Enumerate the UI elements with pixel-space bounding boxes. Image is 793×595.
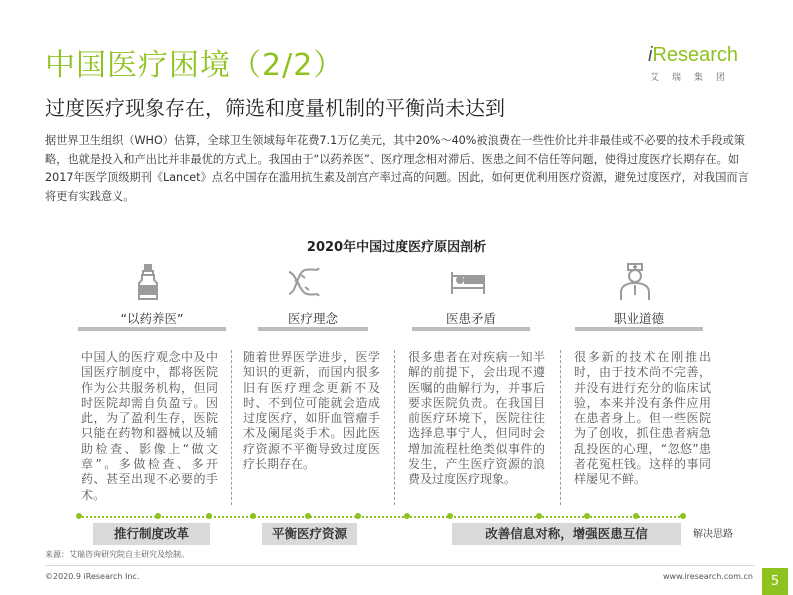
website-link[interactable]: www.iresearch.com.cn bbox=[663, 572, 753, 581]
figure-title: 2020年中国过度医疗原因剖析 bbox=[306, 240, 487, 255]
column-text-1: 中国人的医疗观念中及中国医疗制度中，都将医院作为公共服务机构，但同时医院却需自负盈亏。因此，为了盈利生存，医院只能在药物和器械以及辅助检查、影像上“做文章”。多做检查、多开药、甚至出现不必要的手术。 bbox=[81, 350, 218, 502]
footer-divider bbox=[45, 565, 755, 566]
solution-box-2: 平衡医疗资源 bbox=[262, 523, 357, 545]
category-line-2 bbox=[258, 327, 368, 331]
column-separator-1 bbox=[231, 350, 232, 505]
logo-subtitle: 艾瑞集团 bbox=[650, 73, 739, 83]
category-line-1 bbox=[78, 327, 226, 331]
solutions-label: 解决思路 bbox=[693, 529, 733, 540]
category-label-1: “以药养医” bbox=[120, 311, 184, 326]
timeline-dot bbox=[155, 513, 161, 519]
category-label-3: 医患矛盾 bbox=[445, 311, 496, 326]
column-text-4: 很多新的技术在刚推出时，由于技术尚不完善，并没有进行充分的临床试验，本来并没有条件应用在患者身上。但一些医院为了创收，抓住患者病急乱投医的心理，“忽悠”患者花冤枉钱。这样的事同样屡见不鲜。 bbox=[574, 350, 711, 487]
timeline-dot bbox=[250, 513, 256, 519]
intro-paragraph: 据世界卫生组织（WHO）估算，全球卫生领域每年花费7.1万亿美元，其中20%～40%被浪费在一些性价比并非最佳或不必要的技术手段或策略，也就是投入和产出比并非最优的方式上。我国由于“以药养医”、医疗理念相对滞后、医患之间不信任等问题，使得过度医疗长期存在。如2017年医学顶级期刊《Lancet》点名中国存在滥用抗生素及剖宫产率过高的问题。因此，如何更优利用医疗资源，避免过度医疗，对我国而言将更有实践意义。 bbox=[45, 134, 749, 203]
timeline-dot bbox=[404, 513, 410, 519]
logo-i: i bbox=[648, 44, 653, 66]
page-title: 中国医疗困境（2/2） bbox=[45, 48, 345, 83]
timeline-dot bbox=[536, 513, 542, 519]
page-subtitle: 过度医疗现象存在，筛选和度量机制的平衡尚未达到 bbox=[45, 96, 505, 120]
timeline-dot bbox=[206, 513, 212, 519]
page-number: 5 bbox=[762, 568, 788, 595]
logo-wordmark bbox=[648, 44, 748, 67]
column-text-2: 随着世界医学进步，医学知识的更新，而国内很多旧有医疗理念更新不及时、不到位可能就会造成过度医疗，如肝血管瘤手术及阑尾炎手术。因此医疗资源不平衡导致过度医疗长期存在。 bbox=[243, 350, 380, 472]
timeline-dot bbox=[355, 513, 361, 519]
logo-research: Research bbox=[652, 44, 739, 66]
category-line-3 bbox=[412, 327, 530, 331]
column-separator-2 bbox=[394, 350, 395, 505]
solution-timeline bbox=[78, 516, 684, 518]
timeline-dot bbox=[680, 513, 686, 519]
doctor-icon bbox=[615, 262, 655, 302]
category-line-4 bbox=[575, 327, 703, 331]
timeline-dot bbox=[633, 513, 639, 519]
solution-box-1: 推行制度改革 bbox=[93, 523, 210, 545]
copyright-text: ©2020.9 iResearch Inc. bbox=[45, 572, 140, 581]
column-separator-3 bbox=[560, 350, 561, 505]
medicine-bottle-icon bbox=[128, 262, 168, 302]
category-label-4: 职业道德 bbox=[613, 311, 664, 326]
column-text-3: 很多患者在对疾病一知半解的前提下，会出现不遵医嘱的曲解行为，并事后要求医院负责。在我国目前医疗环境下，医院往往选择息事宁人，但同时会增加流程杜绝类似事件的发生，产生医疗资源的浪费及过度医疗现象。 bbox=[408, 350, 545, 487]
timeline-dot bbox=[76, 513, 82, 519]
dna-icon bbox=[283, 262, 323, 302]
timeline-dot bbox=[447, 513, 453, 519]
iresearch-logo bbox=[648, 44, 748, 88]
source-note: 来源：艾瑞咨询研究院自主研究及绘制。 bbox=[45, 550, 189, 559]
category-label-2: 医疗理念 bbox=[287, 311, 338, 326]
hospital-bed-icon bbox=[448, 262, 488, 302]
timeline-dot bbox=[305, 513, 311, 519]
solution-box-3: 改善信息对称，增强医患互信 bbox=[452, 523, 681, 545]
timeline-dot bbox=[584, 513, 590, 519]
